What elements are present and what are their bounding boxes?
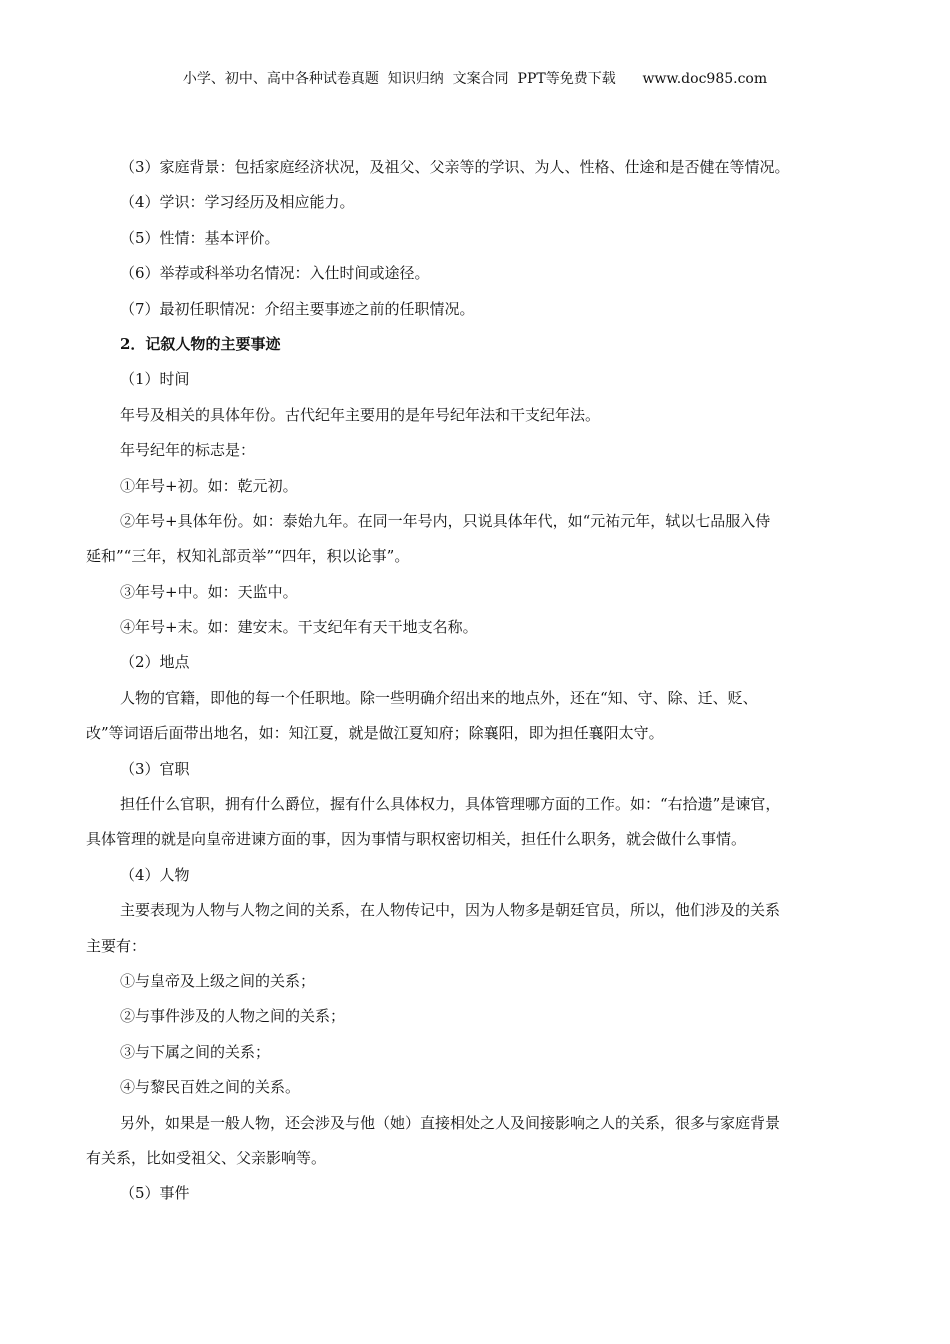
paragraph-persons-cont: 主要有： — [86, 936, 147, 955]
list-item-era-year: ②年号+具体年份。如：泰始九年。在同一年号内，只说具体年代，如“元祐元年，轼以七品服入侍 — [120, 511, 771, 530]
paragraph-recommendation: （6）举荐或科举功名情况：入仕时间或途径。 — [120, 264, 430, 283]
subheading-events: （5）事件 — [120, 1184, 190, 1203]
paragraph-learning: （4）学识：学习经历及相应能力。 — [120, 193, 355, 212]
paragraph-era-years: 年号及相关的具体年份。古代纪年主要用的是年号纪年法和干支纪年法。 — [120, 405, 601, 424]
document-body — [86, 150, 864, 1212]
list-item-era-start: ①年号+初。如：乾元初。 — [120, 476, 298, 495]
paragraph-first-post: （7）最初任职情况：介绍主要事迹之前的任职情况。 — [120, 299, 475, 318]
subheading-office: （3）官职 — [120, 759, 190, 778]
list-item-relation-people: ④与黎民百姓之间的关系。 — [120, 1078, 301, 1097]
section-heading-main-deeds: 2．记叙人物的主要事迹 — [120, 334, 281, 353]
paragraph-era-marks: 年号纪年的标志是： — [120, 441, 256, 460]
subheading-place: （2）地点 — [120, 653, 190, 672]
paragraph-office-cont: 具体管理的就是向皇帝进谏方面的事，因为事情与职权密切相关，担任什么职务，就会做什么事情。 — [86, 830, 747, 849]
paragraph-persons: 主要表现为人物与人物之间的关系，在人物传记中，因为人物多是朝廷官员，所以，他们涉及的关系 — [120, 901, 781, 920]
paragraph-temperament: （5）性情：基本评价。 — [120, 228, 280, 247]
list-item-era-middle: ③年号+中。如：天监中。 — [120, 582, 298, 601]
subheading-persons: （4）人物 — [120, 865, 190, 884]
list-item-relation-emperor: ①与皇帝及上级之间的关系； — [120, 971, 316, 990]
paragraph-office: 担任什么官职，拥有什么爵位，握有什么具体权力，具体管理哪方面的工作。如：“右拾遗”是谏官， — [120, 795, 781, 814]
list-item-era-end: ④年号+末。如：建安末。干支纪年有天干地支名称。 — [120, 618, 478, 637]
paragraph-place-cont: 改”等词语后面带出地名，如：知江夏，就是做江夏知府；除襄阳，即为担任襄阳太守。 — [86, 724, 664, 743]
paragraph-family-background: （3）家庭背景：包括家庭经济状况，及祖父、父亲等的学识、为人、性格、仕途和是否健在等情况。 — [120, 158, 790, 176]
paragraph-ordinary-persons-cont: 有关系，比如受祖父、父亲影响等。 — [86, 1148, 327, 1167]
paragraph-ordinary-persons: 另外，如果是一般人物，还会涉及与他（她）直接相处之人及间接影响之人的关系，很多与家庭背景 — [120, 1113, 781, 1132]
subheading-time: （1）时间 — [120, 370, 190, 389]
paragraph-place: 人物的官籍，即他的每一个任职地。除一些明确介绍出来的地点外，还在“知、守、除、迁、贬、 — [120, 688, 758, 707]
list-item-relation-event: ②与事件涉及的人物之间的关系； — [120, 1007, 346, 1026]
list-item-era-year-cont: 延和”“三年，权知礼部贡举”“四年，积以论事”。 — [86, 547, 410, 566]
page-header: 小学、初中、高中各种试卷真题 知识归纳 文案合同 PPT等免费下载 www.doc985.com — [182, 71, 768, 87]
list-item-relation-subordinates: ③与下属之间的关系； — [120, 1042, 271, 1061]
